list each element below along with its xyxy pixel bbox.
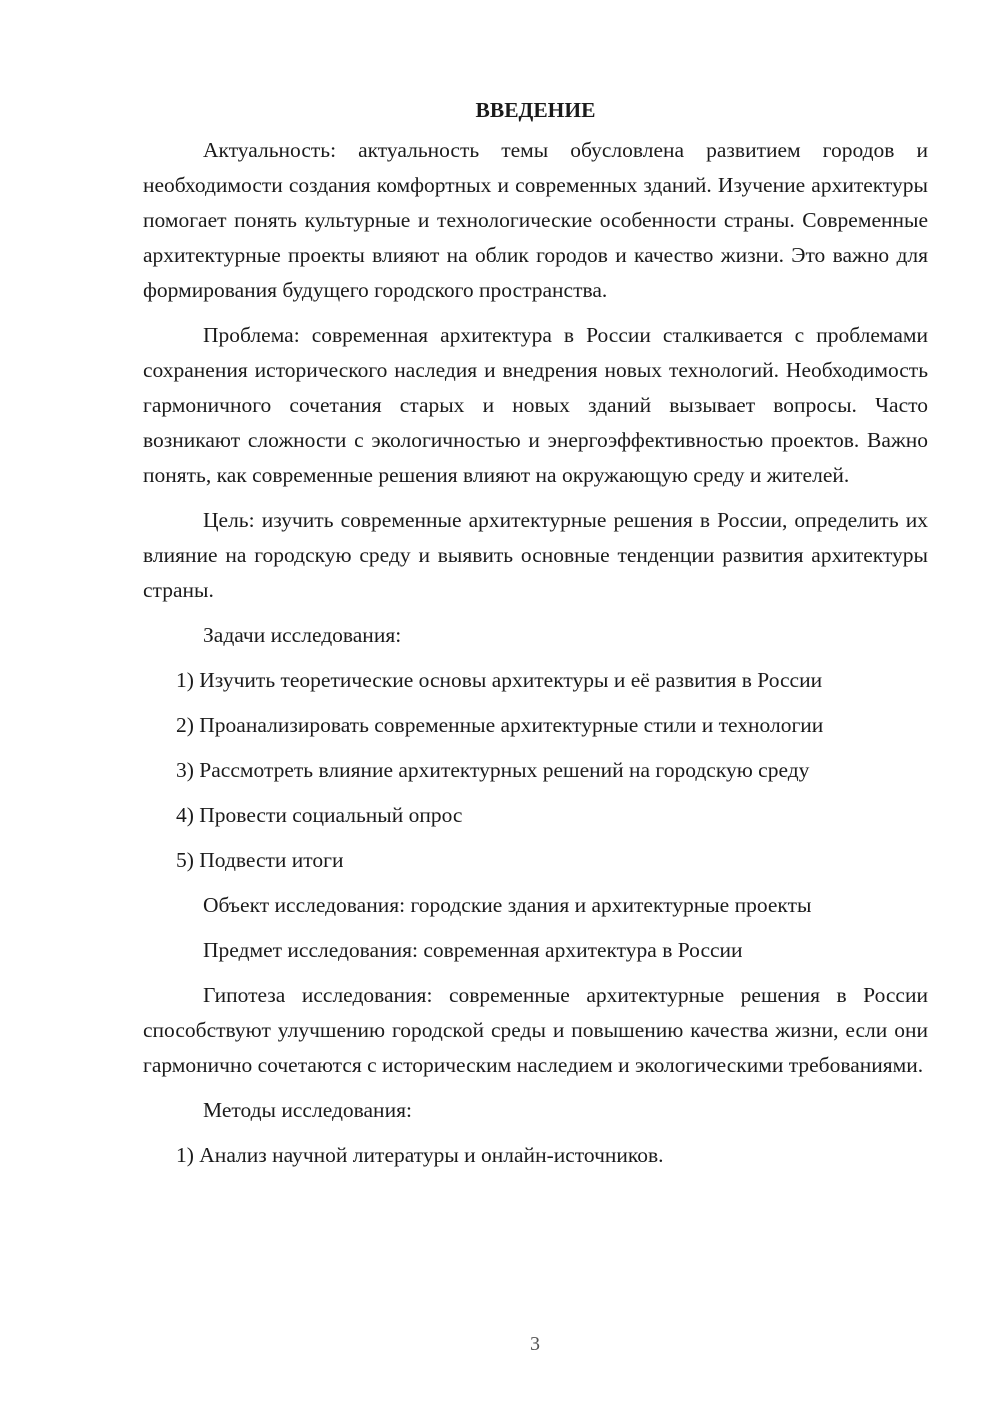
methods-heading: Методы исследования: (203, 1098, 412, 1122)
problem-paragraph: Проблема: современная архитектура в России сталкивается с проблемами сохранения исторического наследия и внедрения новых технологий. Необходимость гармоничного сочетания старых и новых зданий вызывает вопросы. Часто возникают сложности с экологичностью и энергоэффективностью проектов. Важно понять, как современные решения влияют на окружающую среду и жителей. (143, 323, 928, 487)
research-object: Объект исследования: городские здания и архитектурные проекты (203, 893, 812, 917)
task-item: 5) Подвести итоги (176, 848, 344, 872)
document-page (143, 90, 928, 1183)
hypothesis-paragraph: Гипотеза исследования: современные архитектурные решения в России способствуют улучшению городской среды и повышению качества жизни, если они гармонично сочетаются с историческим наследием и экологическими требованиями. (143, 983, 928, 1077)
section-title: ВВЕДЕНИЕ (475, 98, 596, 122)
method-item: 1) Анализ научной литературы и онлайн-источников. (176, 1143, 664, 1167)
tasks-heading: Задачи исследования: (203, 623, 402, 647)
goal-paragraph: Цель: изучить современные архитектурные решения в России, определить их влияние на городскую среду и выявить основные тенденции развития архитектуры страны. (143, 508, 928, 602)
task-item: 3) Рассмотреть влияние архитектурных решений на городскую среду (176, 758, 810, 782)
page-number: 3 (530, 1333, 540, 1355)
task-item: 2) Проанализировать современные архитектурные стили и технологии (176, 713, 824, 737)
task-item: 1) Изучить теоретические основы архитектуры и её развития в России (176, 668, 823, 692)
task-item: 4) Провести социальный опрос (176, 803, 463, 827)
research-subject: Предмет исследования: современная архитектура в России (203, 938, 743, 962)
relevance-paragraph: Актуальность: актуальность темы обусловлена развитием городов и необходимости создания комфортных и современных зданий. Изучение архитектуры помогает понять культурные и технологические особенности страны. Современные архитектурные проекты влияют на облик городов и качество жизни. Это важно для формирования будущего городского пространства. (143, 138, 928, 302)
